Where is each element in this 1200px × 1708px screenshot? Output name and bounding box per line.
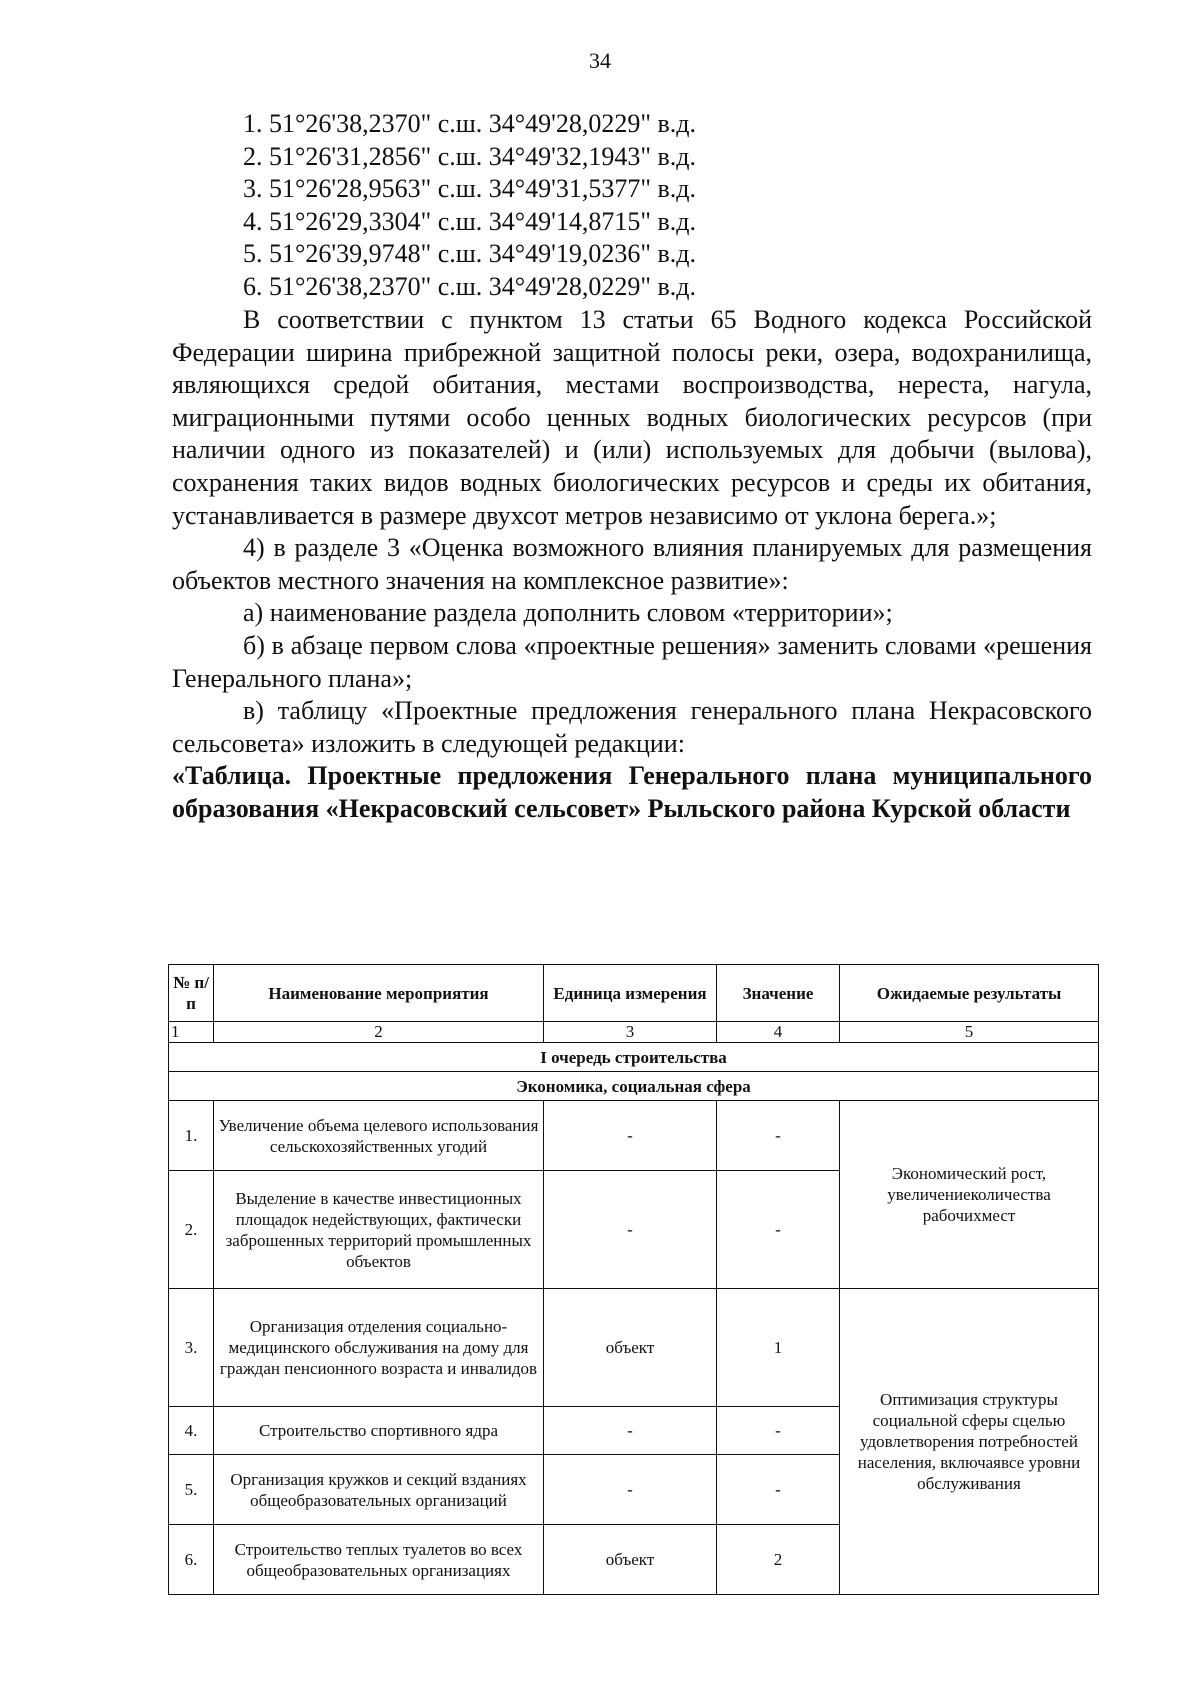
table-header-row	[169, 965, 1099, 1022]
row-num: 6.	[169, 1525, 214, 1595]
row-unit: объект	[544, 1525, 717, 1595]
table-row	[169, 1101, 1099, 1171]
row-num: 3.	[169, 1289, 214, 1407]
column-number: 5	[840, 1022, 1099, 1043]
paragraph-item-b: б) в абзаце первом слова «проектные решения» заменить словами «решения Генерального плана»;	[172, 630, 1092, 693]
header-unit: Единица измерения	[544, 965, 717, 1022]
header-name: Наименование мероприятия	[214, 965, 544, 1022]
row-value: -	[717, 1407, 840, 1455]
coordinate-line: 1. 51°26'38,2370" с.ш. 34°49'28,0229" в.д.	[243, 109, 696, 138]
row-name: Увеличение объема целевого использования сельскохозяйственных угодий	[214, 1101, 544, 1171]
coordinate-line: 6. 51°26'38,2370" с.ш. 34°49'28,0229" в.д.	[243, 271, 696, 301]
row-num: 2.	[169, 1171, 214, 1289]
coordinate-line: 2. 51°26'31,2856" с.ш. 34°49'32,1943" в.д.	[243, 141, 696, 171]
row-name: Выделение в качестве инвестиционных площадок недействующих, фактически заброшенных территорий промышленных объектов	[214, 1171, 544, 1289]
paragraph-section-3: 4) в разделе 3 «Оценка возможного влияния планируемых для размещения объектов местного значения на комплексное развитие»:	[172, 533, 1092, 595]
row-value: -	[717, 1101, 840, 1171]
row-name: Организация кружков и секций взданиях общеобразовательных организаций	[214, 1455, 544, 1525]
row-num: 4.	[169, 1407, 214, 1455]
header-value: Значение	[717, 965, 840, 1022]
row-unit: объект	[544, 1289, 717, 1407]
column-number: 2	[214, 1022, 544, 1043]
header-num: № п/п	[169, 965, 214, 1022]
subsection-row	[169, 1072, 1099, 1101]
row-name: Организация отделения социально-медицинского обслуживания на дому для граждан пенсионного возраста и инвалидов	[214, 1289, 544, 1407]
row-unit: -	[544, 1455, 717, 1525]
body-text	[172, 304, 1092, 826]
header-result: Ожидаемые результаты	[840, 965, 1099, 1022]
proposals-table	[168, 964, 1099, 1595]
coordinate-line: 5. 51°26'39,9748" с.ш. 34°49'19,0236" в.д.	[243, 239, 696, 269]
coordinate-line: 3. 51°26'28,9563" с.ш. 34°49'31,5377" в.д.	[243, 174, 696, 204]
coordinate-line: 4. 51°26'29,3304" с.ш. 34°49'14,8715" в.д.	[243, 206, 696, 236]
row-value: 1	[717, 1289, 840, 1407]
section-row	[169, 1043, 1099, 1072]
paragraph-item-v: в) таблицу «Проектные предложения генерального плана Некрасовского сельсовета» изложить в следующей редакции:	[172, 696, 1092, 758]
paragraph-water-code: В соответствии с пунктом 13 статьи 65 Водного кодекса Российской Федерации ширина прибрежной защитной полосы реки, озера, водохранилища, являющихся средой обитания, местами воспроизводства, нереста, нагула, миграционными путями особо ценных водных биологических ресурсов (при наличии одного из показателей) и (или) используемых для добычи (вылова), сохранения таких видов водных биологических ресурсов и среды их обитания, устанавливается в размере двухсот метров независимо от уклона берега.»;	[172, 305, 1092, 530]
row-unit: -	[544, 1407, 717, 1455]
paragraph-item-a: а) наименование раздела дополнить словом «территории»;	[243, 598, 893, 628]
subsection-title: Экономика, социальная сфера	[169, 1072, 1099, 1101]
column-number: 1	[169, 1022, 214, 1043]
row-unit: -	[544, 1101, 717, 1171]
row-unit: -	[544, 1171, 717, 1289]
row-value: 2	[717, 1525, 840, 1595]
column-number: 4	[717, 1022, 840, 1043]
row-value: -	[717, 1171, 840, 1289]
column-number-row	[169, 1022, 1099, 1043]
result-group-2: Оптимизация структуры социальной сферы сцелью удовлетворения потребностей населения, включаявсе уровни обслуживания	[840, 1289, 1099, 1595]
coordinates-list	[243, 108, 696, 304]
row-num: 5.	[169, 1455, 214, 1525]
result-group-1: Экономический рост, увеличениеколичества рабочихмест	[840, 1101, 1099, 1289]
row-value: -	[717, 1455, 840, 1525]
page-number: 34	[589, 48, 611, 73]
table-row	[169, 1289, 1099, 1407]
column-number: 3	[544, 1022, 717, 1043]
row-num: 1.	[169, 1101, 214, 1171]
section-title: I очередь строительства	[169, 1043, 1099, 1072]
row-name: Строительство теплых туалетов во всех общеобразовательных организациях	[214, 1525, 544, 1595]
table-title: «Таблица. Проектные предложения Генерального плана муниципального образования «Некрасовский сельсовет» Рыльского района Курской области	[172, 761, 1092, 823]
row-name: Строительство спортивного ядра	[214, 1407, 544, 1455]
